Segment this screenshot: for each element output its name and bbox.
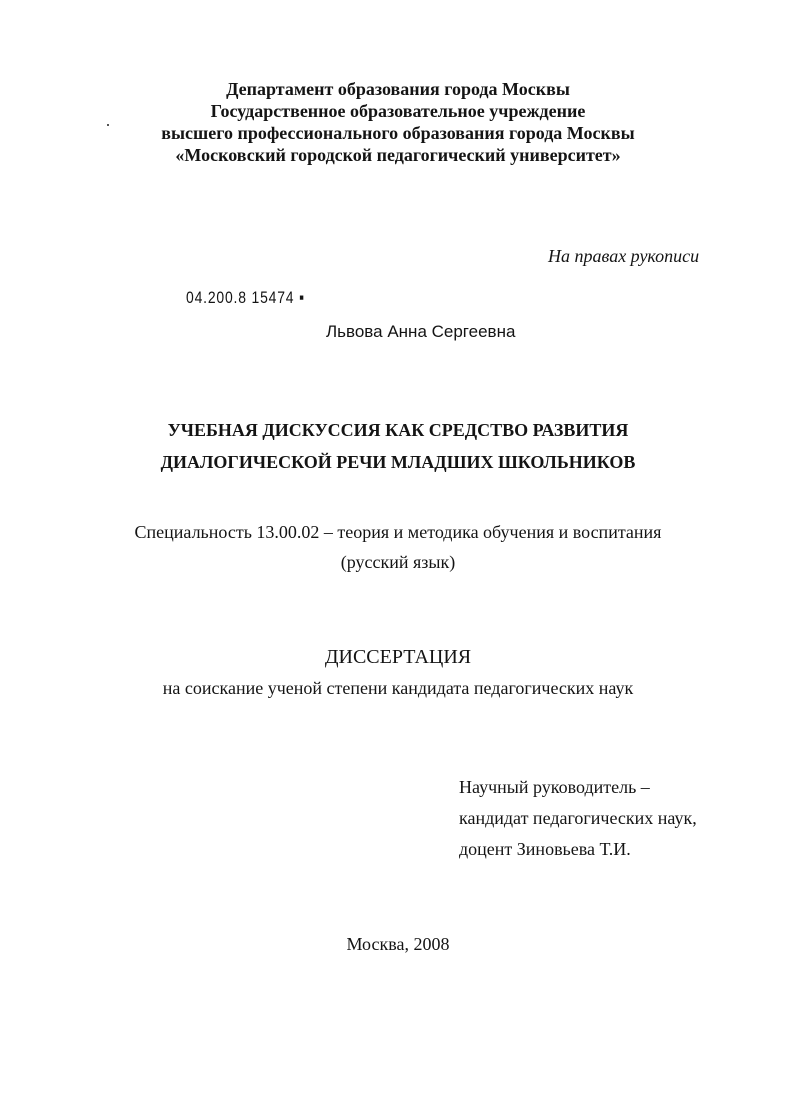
- advisor-line: кандидат педагогических наук,: [459, 808, 697, 828]
- place-year: Москва, 2008: [346, 934, 450, 954]
- advisor-block: [459, 772, 697, 865]
- title-line: ДИАЛОГИЧЕСКОЙ РЕЧИ МЛАДШИХ ШКОЛЬНИКОВ: [160, 452, 636, 472]
- document-type: ДИССЕРТАЦИЯ: [324, 646, 472, 668]
- degree-statement: на соискание ученой степени кандидата педагогических наук: [162, 678, 634, 698]
- institution-header: [0, 78, 796, 166]
- specialty: [0, 517, 796, 577]
- code-mark: ▪: [294, 288, 305, 307]
- registration-code: [186, 288, 305, 308]
- specialty-line: (русский язык): [340, 552, 456, 572]
- header-line: Государственное образовательное учреждение: [210, 101, 586, 121]
- dissertation-title: [0, 414, 796, 478]
- header-line: «Московский городской педагогический университет»: [175, 145, 621, 165]
- specialty-line: Специальность 13.00.02 – теория и методика обучения и воспитания: [134, 522, 662, 542]
- header-line: Департамент образования города Москвы: [226, 79, 570, 99]
- registration-code-text: 04.200.8 15474: [186, 288, 295, 307]
- advisor-line: Научный руководитель –: [459, 777, 650, 797]
- title-line: УЧЕБНАЯ ДИСКУССИЯ КАК СРЕДСТВО РАЗВИТИЯ: [167, 420, 629, 440]
- advisor-line: доцент Зиновьева Т.И.: [459, 839, 631, 859]
- header-line: высшего профессионального образования города Москвы: [161, 123, 635, 143]
- manuscript-note: На правах рукописи: [548, 246, 700, 266]
- author-name: Львова Анна Сергеевна: [326, 322, 516, 341]
